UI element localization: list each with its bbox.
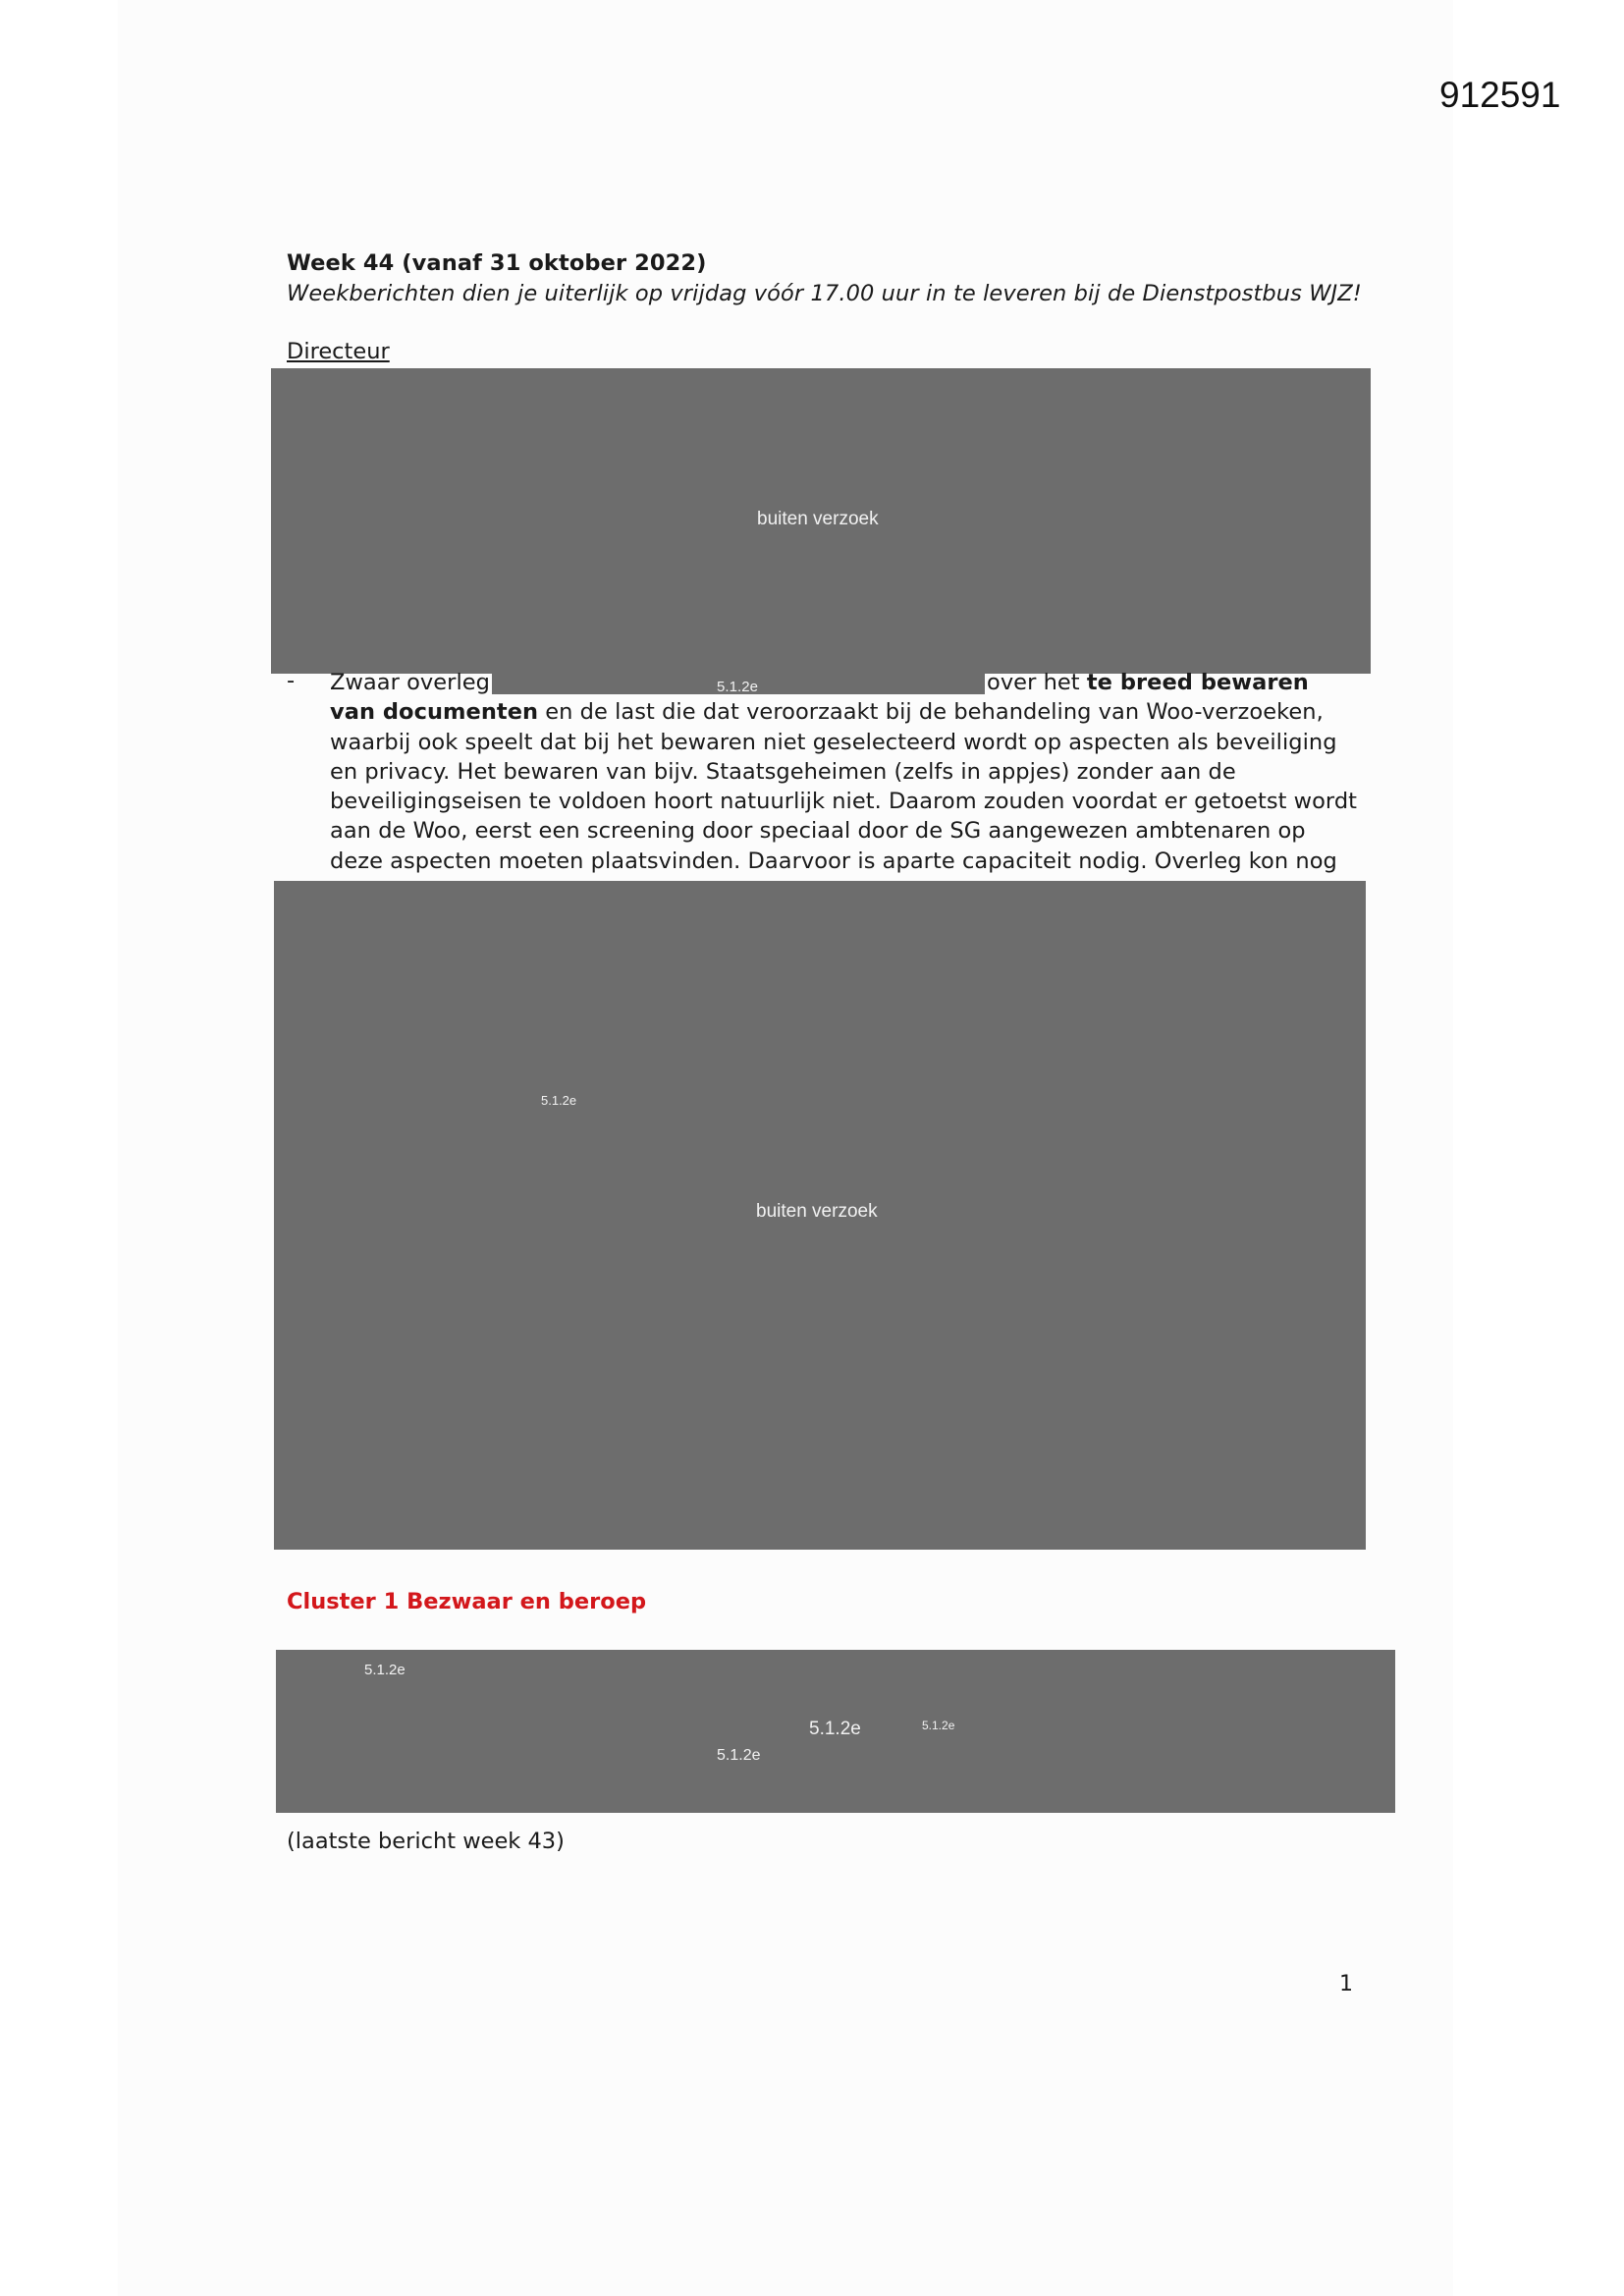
bullet-text-start: Zwaar overleg [330,670,490,695]
redaction-label-small: 5.1.2e [541,1093,577,1108]
redaction-label: 5.1.2e [717,679,759,695]
redaction-label: buiten verzoek [756,1201,878,1222]
redaction-block [274,881,1366,1550]
redaction-label: 5.1.2e [364,1662,406,1678]
redaction-block [276,1650,1395,1813]
inline-redaction [492,671,985,694]
page-title: Week 44 (vanaf 31 oktober 2022) [287,250,707,276]
section-heading-cluster-1: Cluster 1 Bezwaar en beroep [287,1589,647,1614]
page-subtitle: Weekberichten dien je uiterlijk op vrijdag vóór 17.00 uur in te leveren bij de Dienstpostbus WJZ! [287,281,1362,306]
bullet-bold-text: te breed bewaren van documenten [330,670,1309,726]
section-heading-directeur: Directeur [287,339,390,364]
redaction-label: 5.1.2e [809,1719,861,1739]
redaction-label-small: 5.1.2e [922,1719,955,1732]
page-number: 1 [1339,1972,1353,1996]
redaction-label: buiten verzoek [757,509,879,529]
redaction-label: 5.1.2e [717,1747,761,1764]
bullet-text-rest: en de last die dat veroorzaakt bij de behandeling van Woo-verzoeken, waarbij ook speelt dat bij het bewaren niet geselecteerd wordt op aspecten als beveiliging en privacy. Het bewaren van bijv. Staatsgeheimen (zelfs in appjes) zonder aan de beveiligingseisen te voldoen hoort natuurlijk niet. Daarom zouden voordat er getoetst wordt aan de Woo, eerst een screening door speciaal door de SG aangewezen ambtenaren op deze aspecten moeten plaatsvinden. Daarvoor is aparte capaciteit nodig. Overleg kon nog [330,699,1358,874]
document-number: 912591 [1439,75,1561,115]
bullet-text-after-redaction: over het [987,670,1080,695]
redaction-block [271,368,1371,674]
last-message-note: (laatste bericht week 43) [287,1829,565,1854]
bullet-marker: - [287,668,296,693]
bullet-paragraph [330,668,1361,905]
